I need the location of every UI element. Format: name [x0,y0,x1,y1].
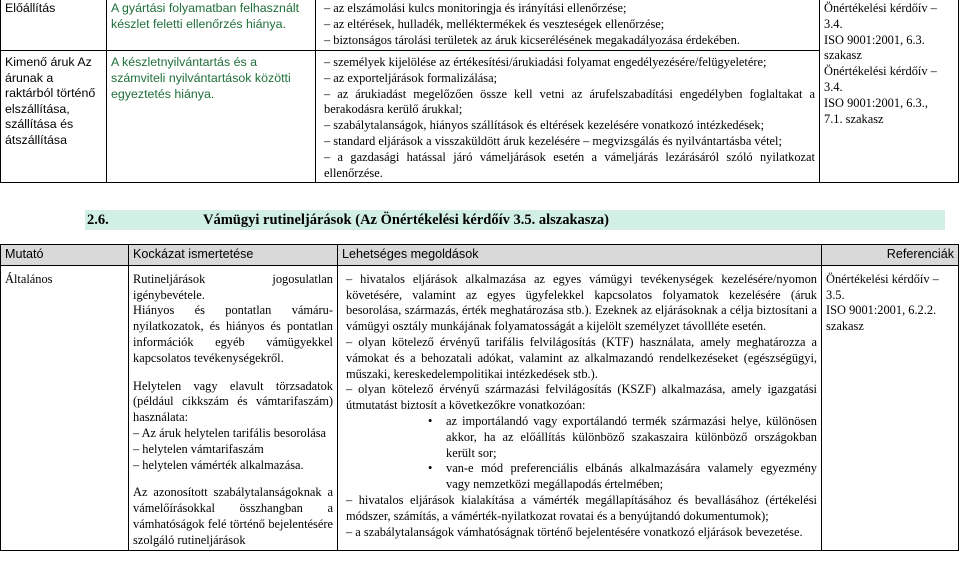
solution-item: – a szabálytalanságok vámhatóságnak történő bejelentésére vonatkozó eljárások bevezetése. [346,524,803,539]
bullet-icon: • [428,461,433,476]
risk-paragraph: Rutineljárások jogosulatlan igénybevétele. [133,271,333,302]
reference-line: 3.5. [826,287,845,302]
table-row [1,265,959,550]
risk-paragraph: Helytelen vagy elavult törzsadatok (például cikkszám és vámtarifaszám) használata: [133,378,333,425]
section-title: Vámügyi rutineljárások (Az Önértékelési kérdőív 3.5. alszakasza) [203,212,609,228]
bottom-table [0,244,959,551]
risk-item: – helytelen vámérték alkalmazása. [133,457,304,472]
solution-item: – az elszámolási kulcs monitoringja és irányítási ellenőrzése; [324,1,627,15]
solution-item: – szabálytalanságok, hiányos szállítások és eltérések kezelésére vonatkozó intézkedések; [324,118,765,133]
references-cell [820,0,959,183]
sub-bullet-item [346,461,817,493]
table-row [1,51,959,183]
risk-cell [129,265,338,550]
risk-cell [107,0,316,51]
solution-item: – az eltérések, hulladék, melléktermékek és veszteségek ellenőrzése; [324,16,665,31]
solution-item: – a gazdasági hatással járó vámeljárások esetén a vámeljárás lezárásáról szóló nyilatkozat ellenőrzése. [324,149,815,180]
solutions-cell [316,51,820,183]
indicator-cell [1,51,107,183]
solution-item: – az árukiadást megelőzően össze kell vetni az árufelszabadítási engedélyben foglaltakat a berakodásra kerülő árukkal; [324,86,815,117]
bullet-icon: • [428,413,433,428]
risk-item: – helytelen vámtarifaszám [133,441,264,456]
reference-line: ISO 9001:2001, 6.3. [824,32,925,47]
reference-line: 3.4. [824,16,843,31]
solution-item: – olyan kötelező érvényű tarifális felvilágosítás (KTF) használata, amely meghatározza a vámokat és a behozatali adókat, valamint az alkalmazandó rendelkezéseket (egészségügyi, műszaki, kereskedelempolitikai intézkedések stb.). [346,334,817,381]
indicator-cell [1,0,107,51]
risk-paragraph: Hiányos és pontatlan vámáru-nyilatkozatok, és hiányos és pontatlan információk egyéb vámügyekkel kapcsolatos tevékenységekről. [133,303,333,365]
column-header: Referenciák [822,245,959,266]
indicator-text: Előállítás [5,1,56,15]
reference-line: 7.1. szakasz [824,111,884,126]
references-cell [822,265,959,550]
solution-item: – az exporteljárások formalizálása; [324,70,498,85]
solution-item: – személyek kijelölése az értékesítési/árukiadási folyamat engedélyezésére/felügyeletére; [324,55,767,69]
solutions-cell [316,0,820,51]
indicator-text: Általános [5,271,53,286]
sub-bullet-item [346,414,817,461]
sub-bullet-text: az importálandó vagy exportálandó termék származási helye, különösen akkor, ha az előállítás különböző szakaszaira különböző országokban került sor; [446,413,817,460]
section-number: 2.6. [87,212,109,228]
reference-line: szakasz [824,48,862,63]
solution-item: – standard eljárások a visszaküldött áruk kezelésére – megvizsgálás és nyilvántartásba vétel; [324,133,782,148]
solution-item: – hivatalos eljárások kialakítása a vámérték megállapításához és bevallásához (értékelési módszer, számítás, a vámérték-nyilatkozat rovatai és a benyújtandó dokumentumok); [346,492,817,523]
solutions-cell [338,265,822,550]
risk-cell [107,51,316,183]
reference-line: Önértékelési kérdőív – [826,271,939,286]
top-table [0,0,959,183]
sub-bullet-text: van-e mód preferenciális elbánás alkalmazására valamely egyezmény vagy nemzetközi megállapodás értelmében; [446,461,817,492]
reference-line: 3.4. [824,79,843,94]
indicator-cell [1,265,129,550]
reference-line: ISO 9001:2001, 6.2.2. [826,303,937,318]
risk-paragraph: Az azonosított szabálytalanságoknak a vámelőírásokkal összhangban a vámhatóságok felé történő bejelentésére szolgáló rutineljárások [133,485,333,547]
reference-line: ISO 9001:2001, 6.3., [824,95,928,110]
risk-text: A gyártási folyamatban felhasznált készlet feletti ellenőrzés hiánya. [111,1,300,31]
risk-item: – Az áruk helytelen tarifális besorolása [133,425,327,440]
indicator-text: Kimenő áruk Az árunak a raktárból történő elszállítása, szállítása és átszállítása [5,55,96,147]
solution-item: – olyan kötelező érvényű származási felvilágosítás (KSZF) alkalmazása, amely igazgatási útmutatást biztosít a következőkre vonatkozóan: [346,382,817,413]
reference-line: Önértékelési kérdőív – [824,64,937,79]
column-header: Lehetséges megoldások [338,245,822,266]
solution-item: – biztonságos tárolási területek az áruk kicserélésének megakadályozása érdekében. [324,32,740,47]
column-header: Kockázat ismertetése [129,245,338,266]
table-row [1,0,959,51]
risk-text: A készletnyilvántartás és a számviteli nyilvántartások közötti egyeztetés hiánya. [111,55,291,101]
section-heading [85,210,945,230]
solution-item: – hivatalos eljárások alkalmazása az egyes vámügyi tevékenységek kezelésére/nyomon követésére, valamint az egyes ügyfelekkel kapcsolatos folyamatok kezelésére (áruk besorolása, származás, érték meghatározása stb.). Ezeknek az eljárásoknak a célja biztosítani a vámügyi osztály munkájának folyamatosságát a kijelölt személyzet távollléte esetén. [346,271,817,334]
reference-line: szakasz [826,319,864,334]
column-header: Mutató [1,245,129,266]
table-header-row [1,245,959,266]
reference-line: Önértékelési kérdőív – [824,1,937,15]
